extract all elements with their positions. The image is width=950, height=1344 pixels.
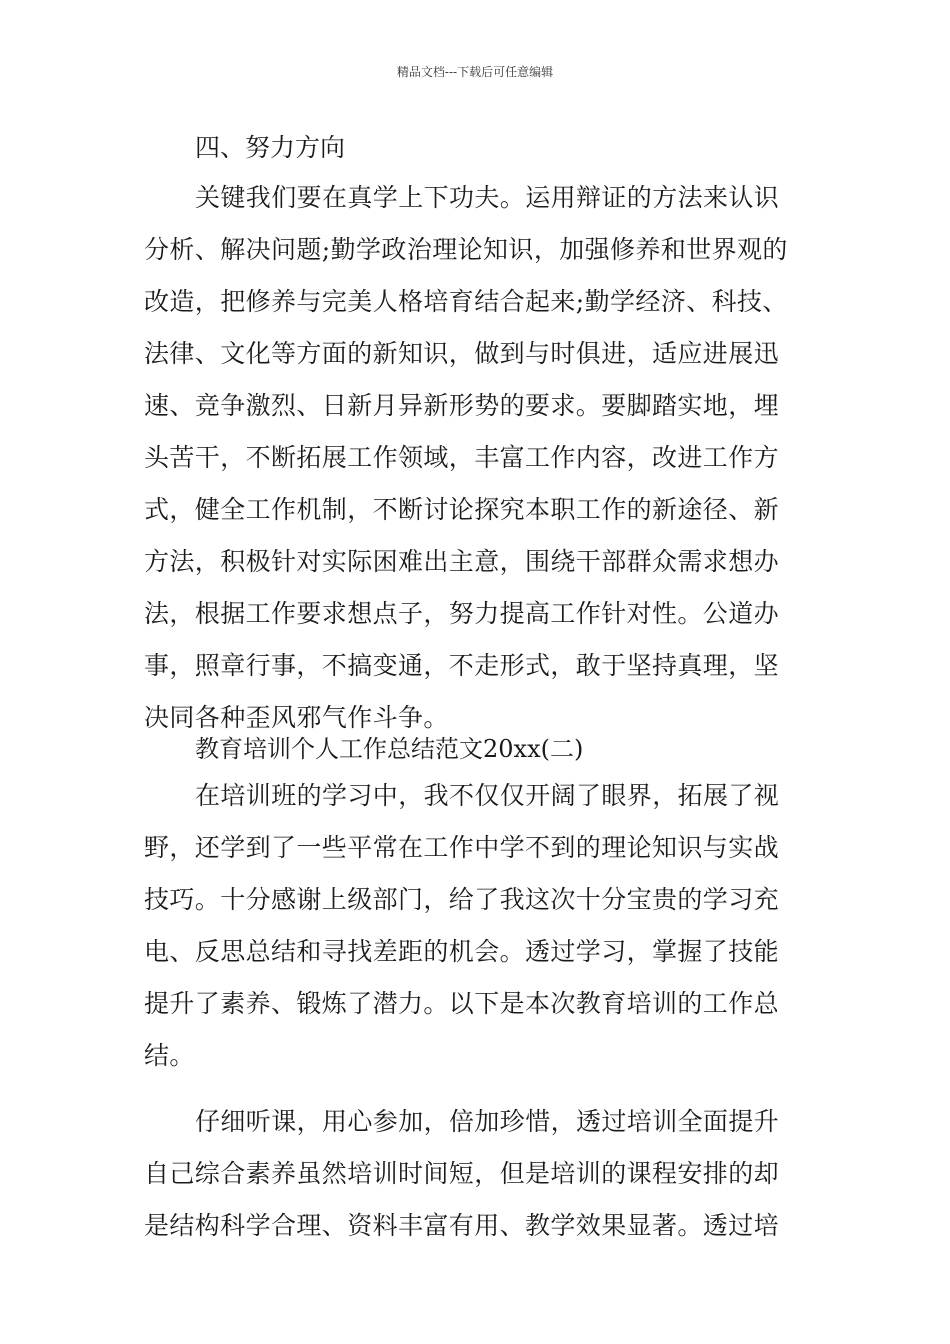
paragraph-line: 野，还学到了一些平常在工作中学不到的理论知识与实战 <box>144 833 780 862</box>
paragraph-line: 自己综合素养虽然培训时间短，但是培训的课程安排的却 <box>144 1159 780 1188</box>
article-paragraph-1 <box>144 770 814 1082</box>
paragraph-line: 技巧。十分感谢上级部门，给了我这次十分宝贵的学习充 <box>144 885 780 914</box>
paragraph-line: 式，健全工作机制，不断讨论探究本职工作的新途径、新 <box>144 495 780 524</box>
section-paragraph <box>144 172 814 744</box>
paragraph-line: 电、反思总结和寻找差距的机会。透过学习，掌握了技能 <box>144 937 780 966</box>
paragraph-line: 法律、文化等方面的新知识，做到与时俱进，适应进展迅 <box>144 339 780 368</box>
page-header: 精品文档---下载后可任意编辑 <box>396 65 554 79</box>
paragraph-line: 提升了素养、锻炼了潜力。以下是本次教育培训的工作总 <box>144 989 780 1018</box>
article-paragraph-2 <box>144 1096 814 1252</box>
paragraph-line: 速、竞争激烈、日新月异新形势的要求。要脚踏实地，埋 <box>144 391 780 420</box>
paragraph-line: 仔细听课，用心参加，倍加珍惜，透过培训全面提升 <box>195 1107 780 1136</box>
paragraph-line: 在培训班的学习中，我不仅仅开阔了眼界，拓展了视 <box>195 781 780 810</box>
article-title: 教育培训个人工作总结范文20xx(二) <box>195 735 584 763</box>
paragraph-line: 是结构科学合理、资料丰富有用、教学效果显著。透过培 <box>144 1211 780 1240</box>
paragraph-line: 事，照章行事，不搞变通，不走形式，敢于坚持真理，坚 <box>144 651 780 680</box>
paragraph-line: 决同各种歪风邪气作斗争。 <box>144 703 449 732</box>
section-heading: 四、努力方向 <box>195 133 346 162</box>
paragraph-line: 关键我们要在真学上下功夫。运用辩证的方法来认识 <box>195 183 780 212</box>
paragraph-line: 结。 <box>144 1041 195 1070</box>
paragraph-line: 法，根据工作要求想点子，努力提高工作针对性。公道办 <box>144 599 780 628</box>
paragraph-line: 分析、解决问题;勤学政治理论知识，加强修养和世界观的 <box>144 235 788 264</box>
paragraph-line: 方法，积极针对实际困难出主意，围绕干部群众需求想办 <box>144 547 780 576</box>
paragraph-line: 头苦干，不断拓展工作领域，丰富工作内容，改进工作方 <box>144 443 780 472</box>
paragraph-line: 改造，把修养与完美人格培育结合起来;勤学经济、科技、 <box>144 287 788 316</box>
